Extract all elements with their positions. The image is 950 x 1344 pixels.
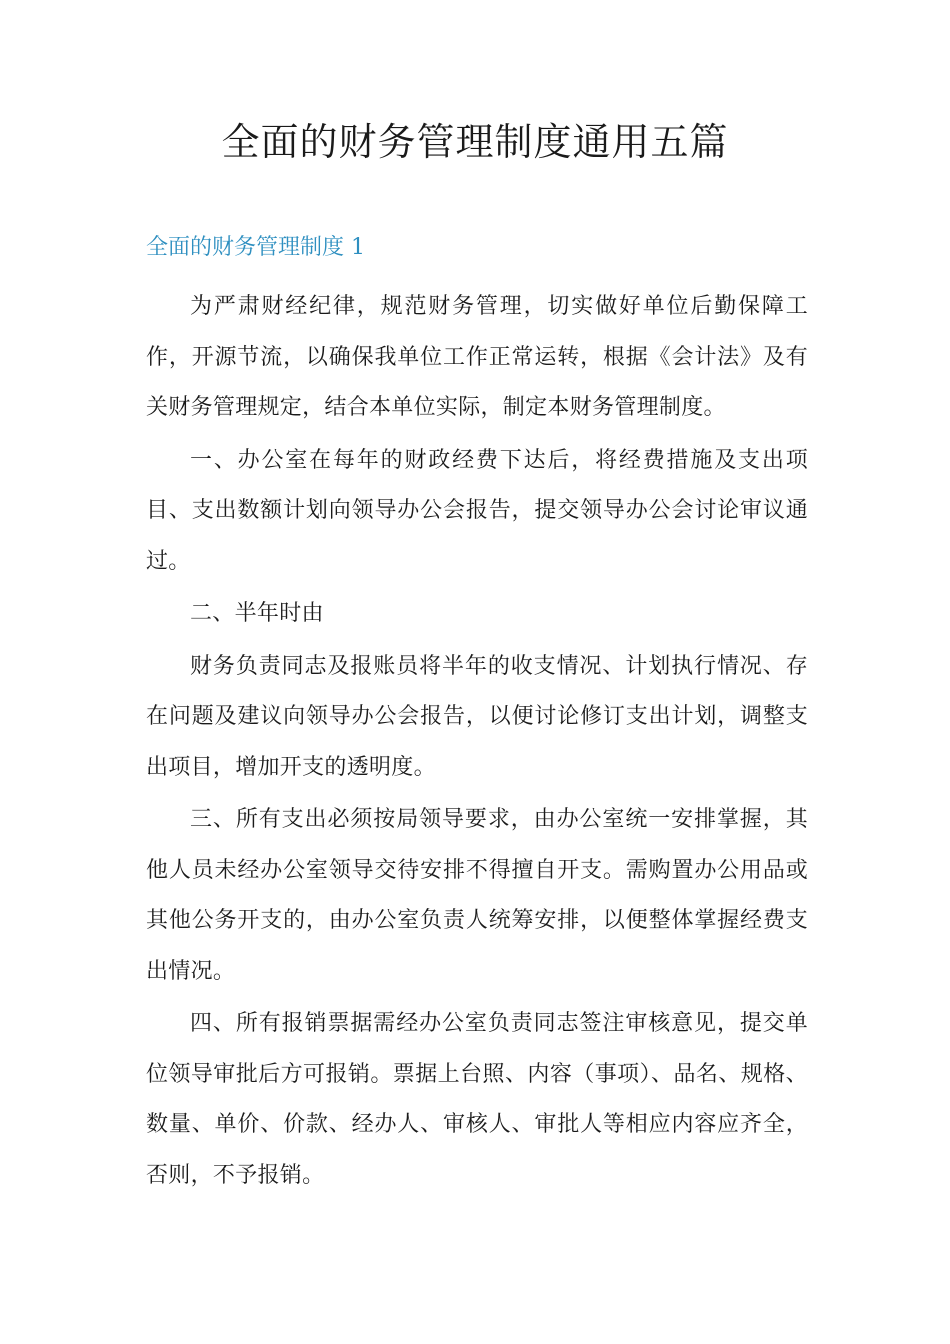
paragraph-intro: 为严肃财经纪律，规范财务管理，切实做好单位后勤保障工作，开源节流，以确保我单位工作正常运转，根据《会计法》及有关财务管理规定，结合本单位实际，制定本财务管理制度。 bbox=[146, 294, 808, 420]
section-heading: 全面的财务管理制度 1 bbox=[146, 235, 365, 260]
paragraph-item-1: 一、办公室在每年的财政经费下达后，将经费措施及支出项目、支出数额计划向领导办公会报告，提交领导办公会讨论审议通过。 bbox=[146, 447, 808, 574]
document-body bbox=[146, 282, 808, 1203]
paragraph-item-3: 三、所有支出必须按局领导要求，由办公室统一安排掌握，其他人员未经办公室领导交待安排不得擅自开支。需购置办公用品或其他公务开支的，由办公室负责人统筹安排，以便整体掌握经费支出情况。 bbox=[146, 807, 808, 984]
paragraph-item-2-heading: 二、半年时由 bbox=[190, 601, 324, 626]
paragraph-item-4: 四、所有报销票据需经办公室负责同志签注审核意见，提交单位领导审批后方可报销。票据上台照、内容（事项）、品名、规格、数量、单价、价款、经办人、审核人、审批人等相应内容应齐全，否则，不予报销。 bbox=[146, 1011, 808, 1188]
page-title: 全面的财务管理制度通用五篇 bbox=[221, 120, 729, 164]
paragraph-item-2-body: 财务负责同志及报账员将半年的收支情况、计划执行情况、存在问题及建议向领导办公会报告，以便讨论修订支出计划，调整支出项目，增加开支的透明度。 bbox=[146, 653, 808, 780]
